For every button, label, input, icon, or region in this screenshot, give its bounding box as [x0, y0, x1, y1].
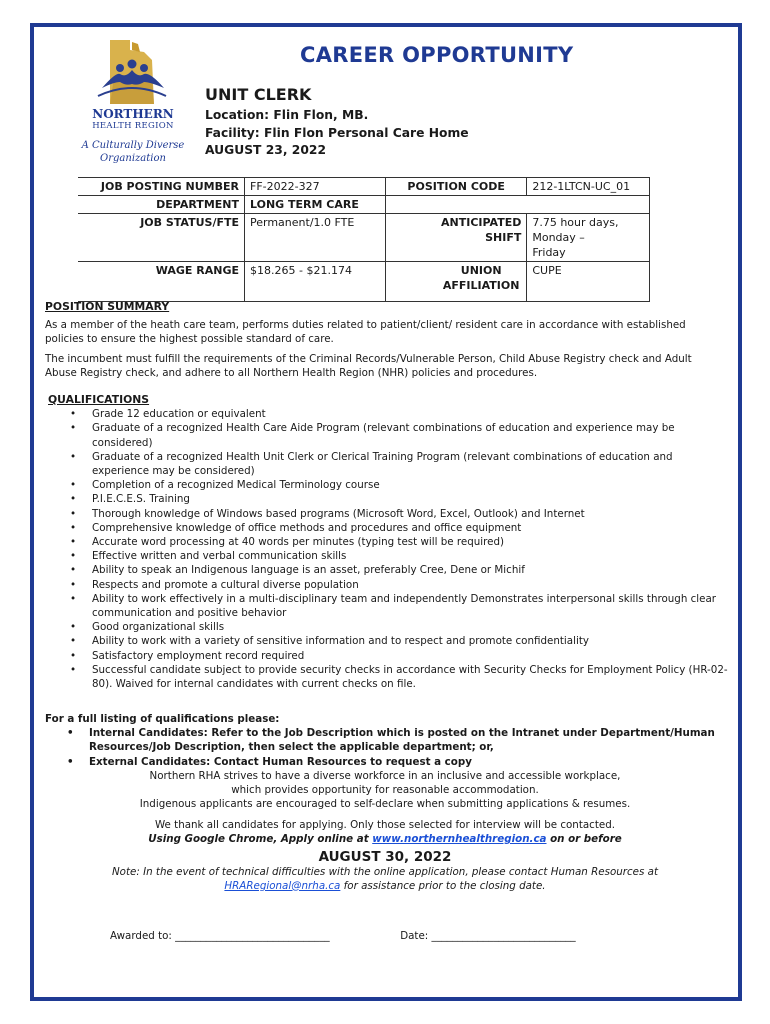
- posting-details-table: [78, 177, 650, 302]
- listing-intro: For a full listing of qualifications please:: [45, 713, 280, 725]
- list-item: • Ability to work effectively in a multi-disciplinary team and independently Demonstrates interpersonal skills through clear communication and positive behavior: [48, 592, 728, 620]
- union-value: CUPE: [527, 262, 650, 302]
- list-item: • Ability to speak an Indigenous language is an asset, preferably Cree, Dene or Michif: [48, 563, 728, 577]
- list-item: • Ability to work with a variety of sensitive information and to respect and promote confidentiality: [48, 634, 728, 648]
- shift-label: ANTICIPATED SHIFT: [436, 214, 527, 262]
- diversity-line-1: Northern RHA strives to have a diverse workforce in an inclusive and accessible workplace,: [149, 769, 621, 782]
- page-title: CAREER OPPORTUNITY: [300, 43, 574, 67]
- list-item: • Completion of a recognized Medical Terminology course: [48, 478, 728, 492]
- list-item: • P.I.E.C.E.S. Training: [48, 492, 728, 506]
- list-item: • Successful candidate subject to provide security checks in accordance with Security Checks for Employment Policy (HR-02-80). Waived for internal candidates with current checks on file.: [48, 663, 728, 691]
- posting-meta: [205, 107, 469, 160]
- list-item: • Thorough knowledge of Windows based programs (Microsoft Word, Excel, Outlook) and Internet: [48, 507, 728, 521]
- org-name: NORTHERN: [92, 107, 174, 121]
- job-posting-label: JOB POSTING NUMBER: [78, 178, 245, 196]
- shift-value: 7.75 hour days, Monday – Friday: [527, 214, 650, 262]
- facility: Facility: Flin Flon Personal Care Home: [205, 125, 469, 140]
- note-line-1: Note: In the event of technical difficulties with the online application, please contact Human Resources at: [111, 865, 659, 878]
- date-field: Date: ____________________________: [400, 930, 576, 942]
- apply-line: Using Google Chrome, Apply online at www.northernhealthregion.ca on or before: [148, 833, 622, 846]
- position-title: UNIT CLERK: [205, 85, 312, 104]
- list-item: • Grade 12 education or equivalent: [48, 407, 728, 421]
- note-line-2: HRARegional@nrha.ca for assistance prior to the closing date.: [224, 879, 546, 892]
- department-label: DEPARTMENT: [78, 196, 245, 214]
- list-item: • Respects and promote a cultural diverse population: [48, 578, 728, 592]
- hr-email-link[interactable]: HRARegional@nrha.ca: [224, 879, 341, 892]
- list-item: • Satisfactory employment record required: [48, 649, 728, 663]
- list-item: • Accurate word processing at 40 words per minutes (typing test will be required): [48, 535, 728, 549]
- closing: [45, 818, 725, 893]
- wage-value: $18.265 - $21.174: [245, 262, 386, 302]
- qualifications-list: [48, 407, 728, 691]
- org-tagline: A Culturally Diverse Organization: [81, 140, 185, 164]
- position-code-label: POSITION CODE: [386, 178, 527, 196]
- closing-deadline: AUGUST 30, 2022: [318, 849, 452, 866]
- diversity-line-2: which provides opportunity for reasonable accommodation.: [231, 784, 539, 797]
- diversity-line-3: Indigenous applicants are encouraged to self-declare when submitting applications & resumes.: [139, 798, 631, 811]
- summary-para-2: The incumbent must fulfill the requirements of the Criminal Records/Vulnerable Person, Child Abuse Registry check and Adult Abuse Registry check, and adhere to all Northern Health Region (NHR) policies and procedures.: [45, 352, 692, 379]
- position-summary: [45, 300, 725, 385]
- awarded-to-field: Awarded to: ______________________________: [110, 930, 330, 942]
- summary-heading: POSITION SUMMARY: [45, 300, 170, 313]
- department-value: LONG TERM CARE: [245, 196, 386, 214]
- signature-footer: [110, 929, 710, 943]
- thanks-line: We thank all candidates for applying. Only those selected for interview will be contacted.: [154, 819, 616, 831]
- status-label: JOB STATUS/FTE: [78, 214, 245, 262]
- list-item: • Graduate of a recognized Health Care Aide Program (relevant combinations of education and experience may be considered): [48, 421, 728, 449]
- list-item: • Graduate of a recognized Health Unit Clerk or Clerical Training Program (relevant combinations of education and experience may be considered): [48, 450, 728, 478]
- list-item: • Effective written and verbal communication skills: [48, 549, 728, 563]
- list-item: • Internal Candidates: Refer to the Job Description which is posted on the Intranet under Department/Human Resources/Job Description, then select the applicable department; or,: [45, 726, 725, 754]
- status-value: Permanent/1.0 FTE: [245, 214, 386, 262]
- summary-para-1: As a member of the heath care team, performs duties related to patient/client/ resident care in accordance with established policies to ensure the highest possible standard of care.: [45, 319, 686, 346]
- list-item: • Good organizational skills: [48, 620, 728, 634]
- apply-link[interactable]: www.northernhealthregion.ca: [372, 833, 547, 846]
- posting-date: AUGUST 23, 2022: [205, 143, 327, 157]
- qualifications: [48, 393, 728, 691]
- union-label: UNION AFFILIATION: [436, 262, 527, 302]
- wage-label: WAGE RANGE: [78, 262, 245, 302]
- manitoba-people-logo-icon: [92, 38, 172, 106]
- list-item: • External Candidates: Contact Human Resources to request a copy: [45, 755, 725, 769]
- qualifications-heading: QUALIFICATIONS: [48, 393, 150, 406]
- list-item: • Comprehensive knowledge of office methods and procedures and office equipment: [48, 521, 728, 535]
- position-code-value: 212-1LTCN-UC_01: [527, 178, 650, 196]
- location: Location: Flin Flon, MB.: [205, 108, 369, 122]
- org-name-sub: HEALTH REGION: [92, 121, 174, 131]
- org-logo: [78, 38, 188, 165]
- job-posting-value: FF-2022-327: [245, 178, 386, 196]
- listing-list: [45, 726, 725, 769]
- listing-info: [45, 712, 725, 811]
